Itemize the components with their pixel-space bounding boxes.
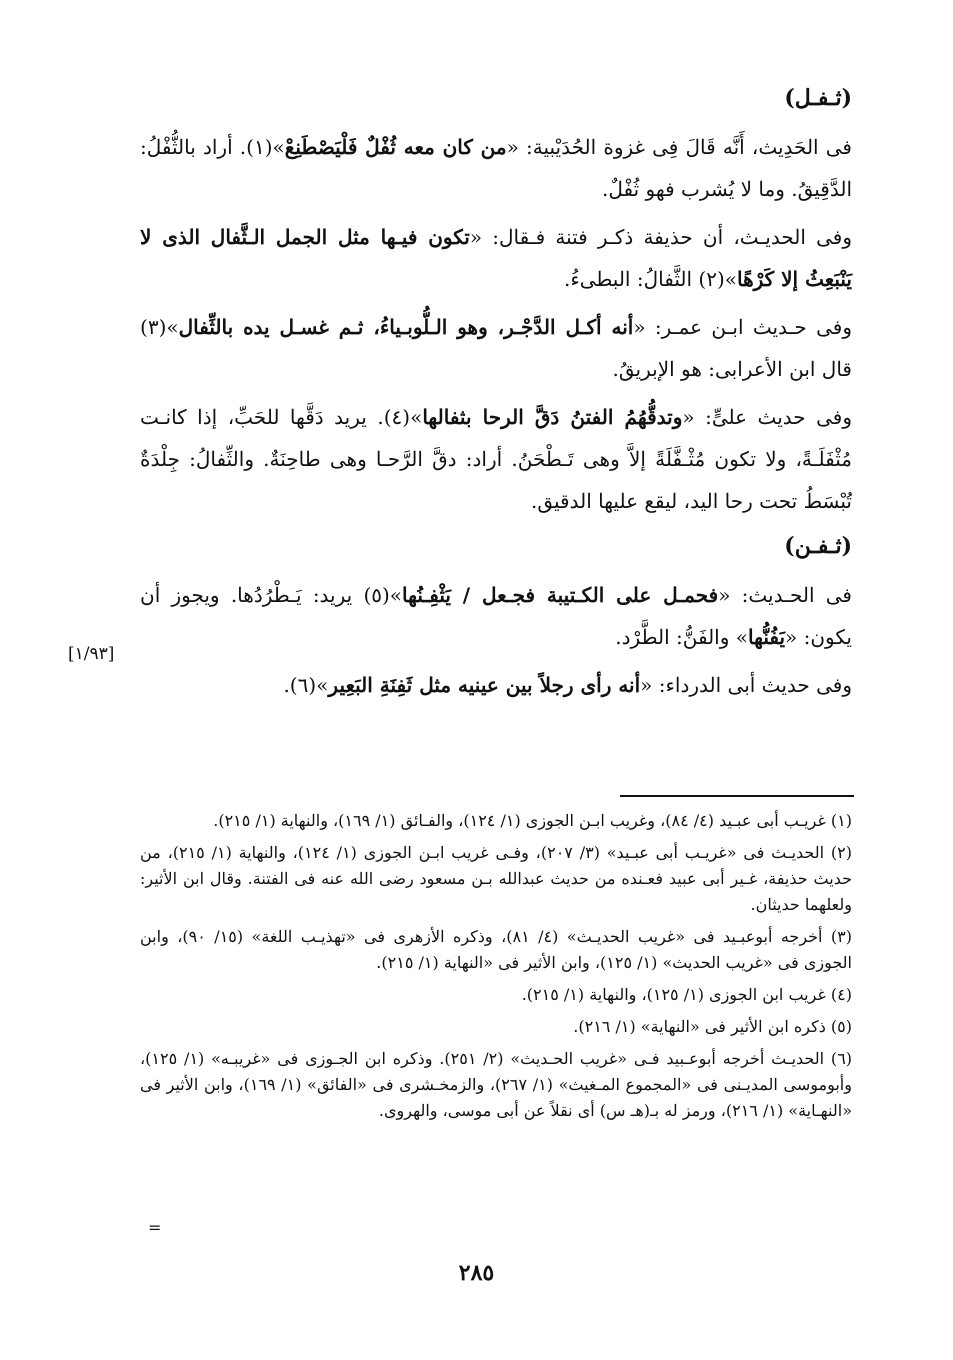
entry-heading: (ثـفـن) <box>784 533 852 559</box>
footnotes <box>140 808 852 1130</box>
footnote: (٤) غريب ابن الجوزى (١/ ١٢٥)، والنهاية (١/ ٢١٥). <box>521 985 852 1004</box>
footnote: (٦) الحديـث أخرجه أبوعـبيد فـى «غريب الحـديث» (٢/ ٢٥١). وذكره ابن الجـوزى فى «غريبـه» (١/ ١٢٥)، وأبوموسى المديـنى فى «المجموع المـغيث» (١/ ٢٦٧)، والزمخـشرى فى «الفائق» (١/ ١٦٩)، وابن الأثير فى «النهـاية» (١/ ٢١٦)، ورمز له بـ(هـ س) أى نقلاً عن أبى موسى، والهروى. <box>140 1049 853 1120</box>
paragraph-text: »(٥) يريد: يَـطْرُدُها. ويجوز أن يكون: « <box>140 583 852 649</box>
paragraph-text: » والفَنُّ: الطَّرْد. <box>615 625 748 649</box>
hadith-quote: أنه رأى رجلاً بين عينيه مثل ثَفِنَةِ البَعِير <box>328 673 641 697</box>
paragraph-text: »(٣) قال ابن الأعرابى: هو الإبريقُ. <box>140 315 852 381</box>
paragraph-text: »(٦). <box>283 673 329 697</box>
hadith-quote: أنه أكـل الدَّجْـر، وهو الـلُّوبـياءُ، ثـم غسـل يده بالثِّفال <box>178 315 634 339</box>
main-text <box>140 80 852 712</box>
footnote: (٢) الحديـث فى «غريـب أبى عبـيد» (٣/ ٢٠٧)، وفـى غريب ابـن الجوزى (١/ ١٢٤)، والنهاية (١/ ٢١٥)، من حديث حذيفة، غـير أبى عبيد فعـنده من حديث عبدالله بـن مسعود رضى الله عنه فى الفتنة. وقال ابن الأثير: ولعلهما حديثان. <box>140 843 852 914</box>
footnote: (٣) أخرجه أبوعبـيد فى «غريب الحديـث» (٤/ ٨١)، وذكره الأزهرى فى «تهذيـب اللغة» (١٥/ ٩٠)، وابن الجوزى فى «غريب الحديث» (١/ ١٢٥)، وابن الأثير فى «النهاية (١/ ٢١٥). <box>140 927 853 972</box>
footnote: (٥) ذكره ابن الأثير فى «النهاية» (١/ ٢١٦). <box>573 1017 852 1036</box>
hadith-quote: يَفُنُّها <box>748 625 786 649</box>
entry-paragraph <box>140 306 852 390</box>
hadith-quote: فحمـل على الكـتيبة فجـعل / يَثْفِـنُها <box>402 583 719 607</box>
paragraph-text: فى الحَدِيث، أَنَّه قَالَ فِى غزوة الحُدَيْبية: « <box>506 135 852 159</box>
entry-paragraph <box>140 574 852 658</box>
paragraph-text: فى الحـديث: « <box>718 583 852 607</box>
entry-paragraph <box>140 664 852 706</box>
hadith-quote: من كان معه ثُفْلٌ فَلْيَصْطَنِعْ <box>284 135 507 159</box>
paragraph-text: وفى الحديـث، أن حذيفة ذكـر فتنة فـقال: « <box>469 225 852 249</box>
footnote-separator <box>620 795 854 797</box>
paragraph-text: »(٢) الثَّفالُ: البطىءُ. <box>563 267 737 291</box>
paragraph-text: وفى حديث علىٍّ: « <box>682 405 853 429</box>
paragraph-text: وفى حـديث ابـن عمـر: « <box>633 315 852 339</box>
hadith-quote: تكون فيـها مثل الجمل الـثَّفال الذى لا يَنْبَعِثُ إلا كَرْهًا <box>140 225 852 291</box>
continuation-mark: = <box>148 1218 162 1237</box>
page-number: ٢٨٥ <box>458 1260 495 1286</box>
entry-paragraph <box>140 396 852 522</box>
footnote-list <box>140 808 852 1124</box>
paragraph-text: »(١). أراد بالثُّفْلُ: الدَّقِيقُ. وما لا يُشرب فهو ثُفْلٌ. <box>140 135 852 201</box>
entry-heading: (ثـفـل) <box>784 85 852 111</box>
margin-page-marker: [١/٩٣] <box>68 644 115 664</box>
entries <box>140 80 852 706</box>
hadith-quote: وتدقُّهُمُ الفتنُ دَقَّ الرحا بثفالها <box>422 405 683 429</box>
paragraph-text: وفى حديث أبى الدرداء: « <box>640 673 852 697</box>
paragraph-text: »(٤). يريد دَقَّها للحَبِّ، إذا كانـت مُثْفَلَـةً، ولا تكون مُثْـفَّلَةً إلاَّ وهى تَـطْحَنُ. أراد: دقَّ الرَّحـا وهى طاحِنَةٌ. والثِّفالُ: جِلْدَةٌ تُبْسَطُ تحت رحا اليد، ليقع عليها الدقيق. <box>140 405 852 513</box>
entry-paragraph <box>140 126 852 210</box>
entry-paragraph <box>140 216 852 300</box>
footnote: (١) غريـب أبى عبـيد (٤/ ٨٤)، وغريب ابـن الجوزى (١/ ١٢٤)، والفـائق (١/ ١٦٩)، والنهاية (١/ ٢١٥). <box>213 811 852 830</box>
